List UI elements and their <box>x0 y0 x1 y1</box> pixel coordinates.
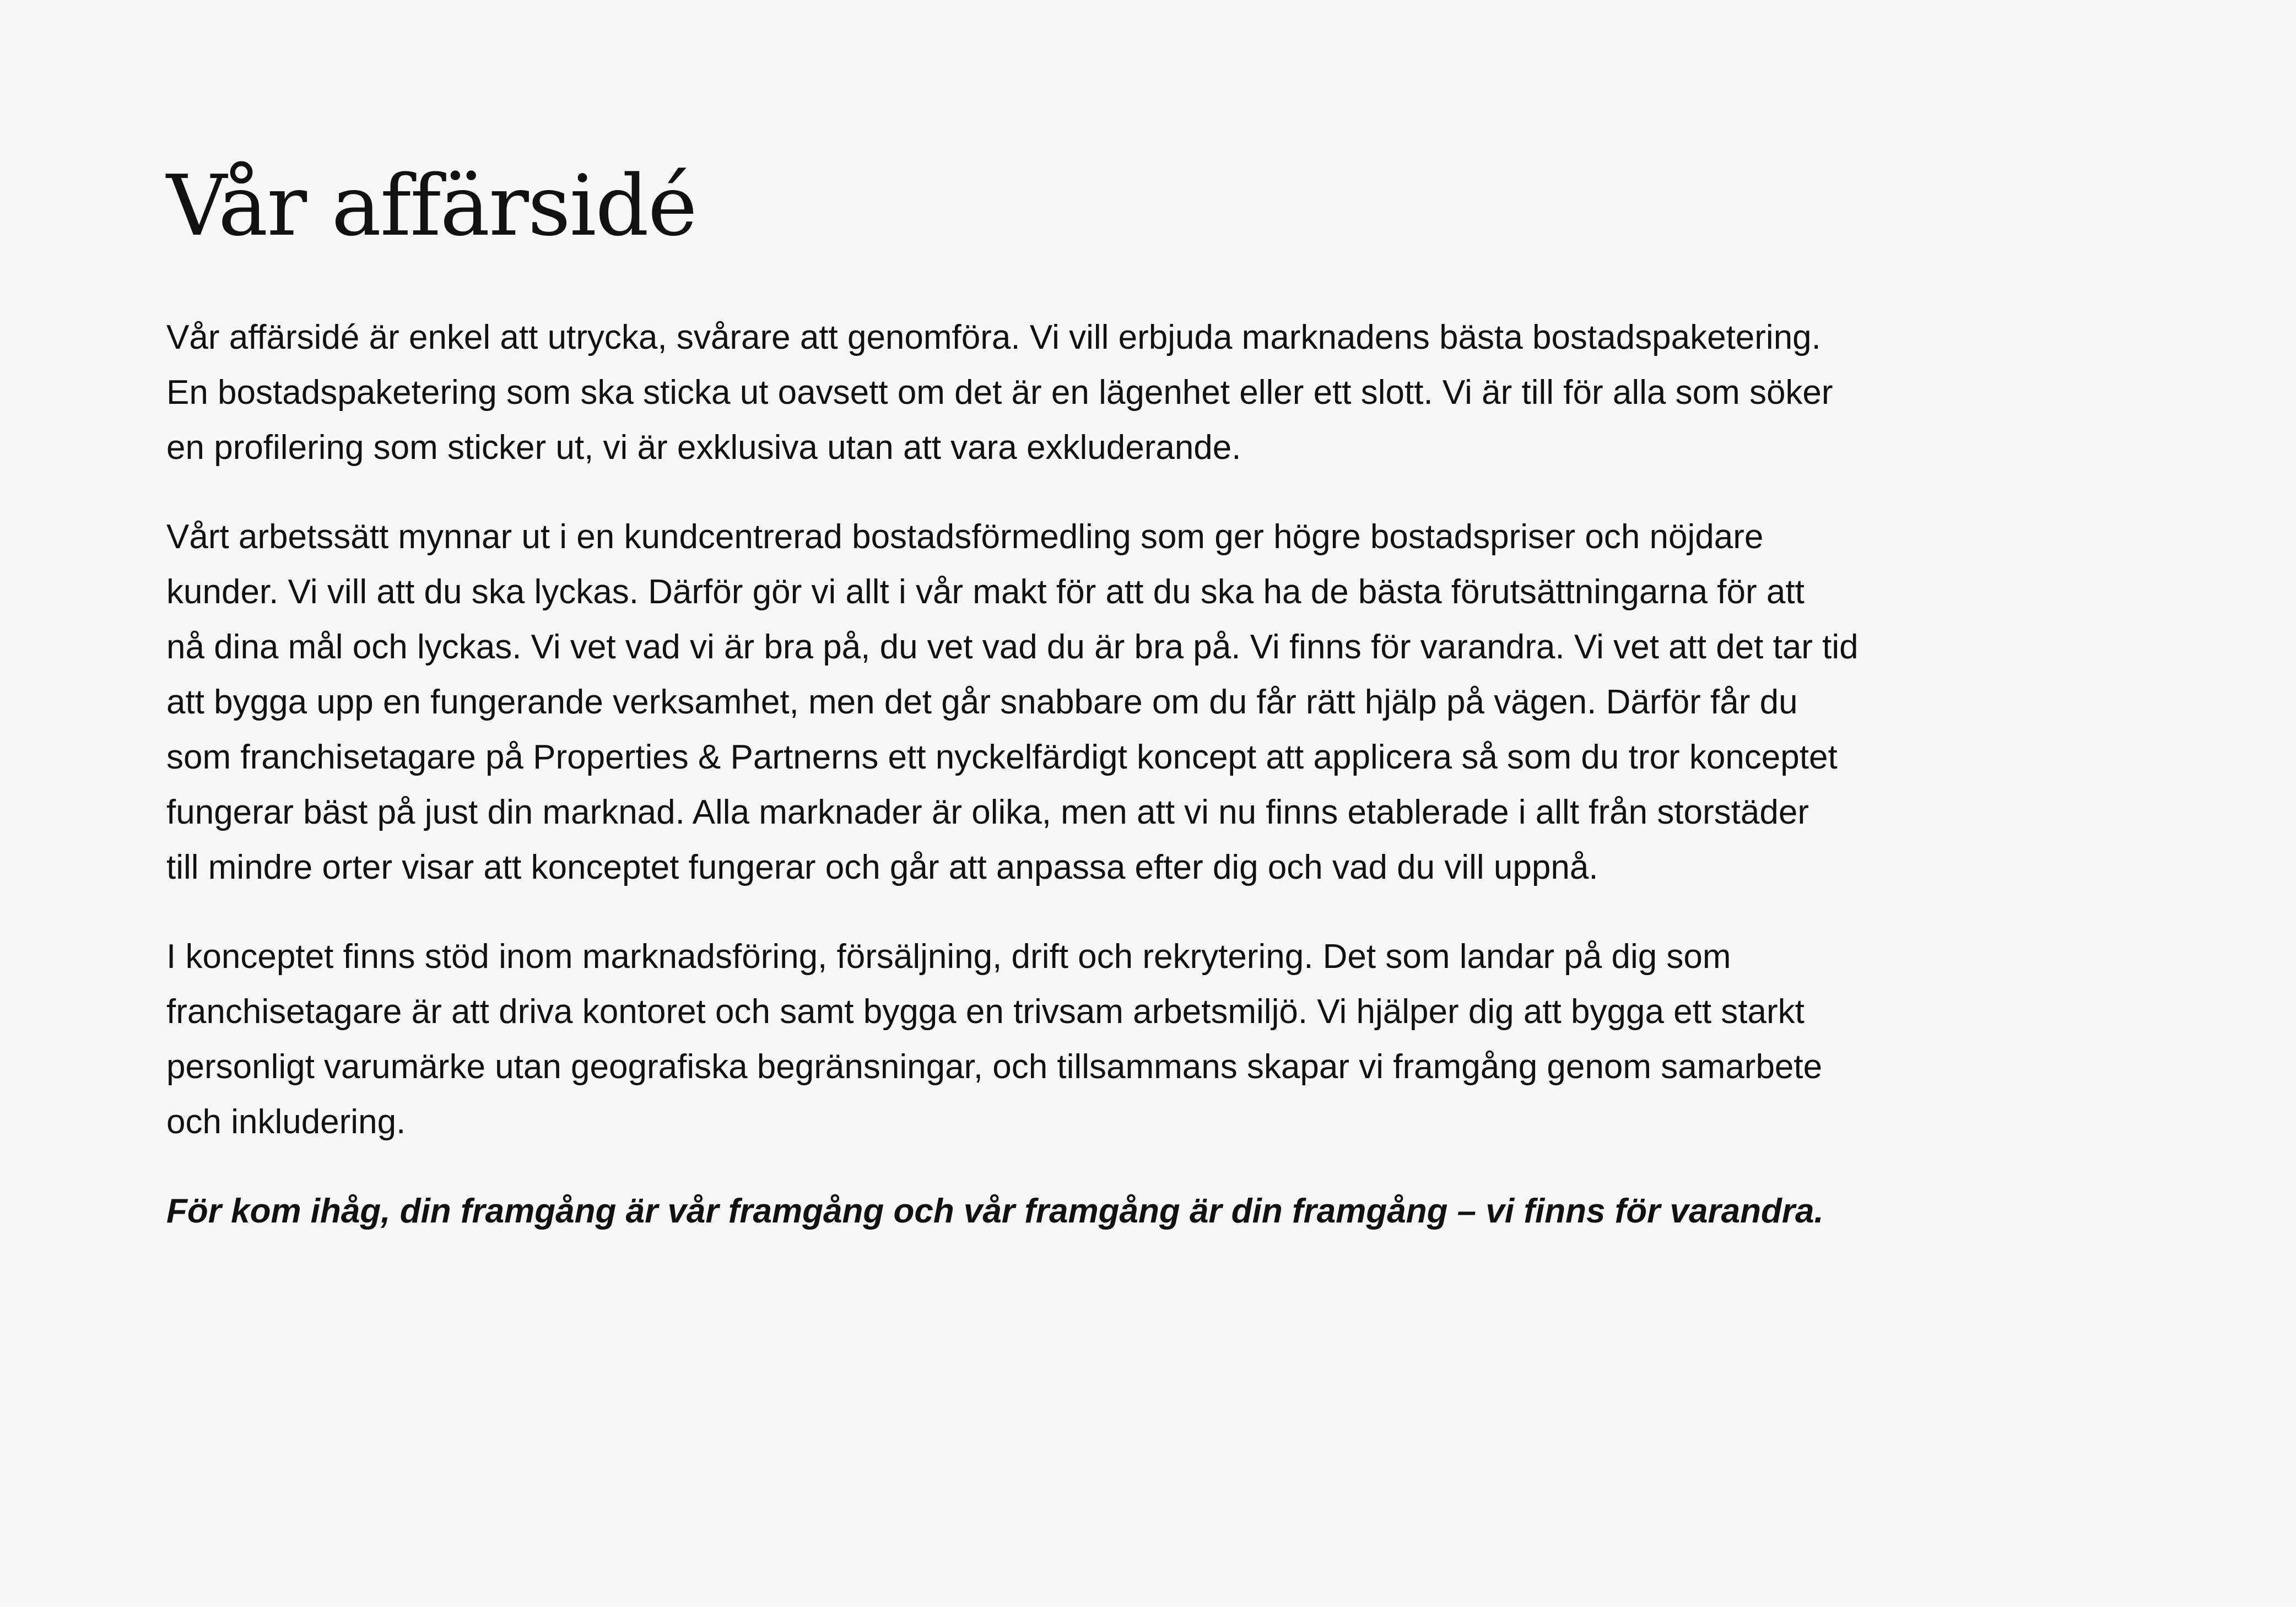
paragraph-line: franchisetagare är att driva kontoret och samt bygga en trivsam arbetsmiljö. Vi hjälper dig att bygga ett starkt <box>166 993 1805 1031</box>
paragraph-line: I konceptet finns stöd inom marknadsföring, försäljning, drift och rekrytering. Det som landar på dig som <box>166 938 1731 976</box>
article-content <box>166 157 2150 1239</box>
paragraph-line: en profilering som sticker ut, vi är exklusiva utan att vara exkluderande. <box>166 429 1241 467</box>
paragraph-line: som franchisetagare på Properties & Partnerns ett nyckelfärdigt koncept att applicera så som du tror konceptet <box>166 738 1838 777</box>
paragraph-line: att bygga upp en fungerande verksamhet, men det går snabbare om du får rätt hjälp på vägen. Därför får du <box>166 683 1798 722</box>
paragraph-line: och inkludering. <box>166 1103 406 1141</box>
paragraph-working-method <box>166 510 2150 895</box>
paragraph-line: till mindre orter visar att konceptet fungerar och går att anpassa efter dig och vad du vill uppnå. <box>166 848 1598 887</box>
paragraph-line: Vårt arbetssätt mynnar ut i en kundcentrerad bostadsförmedling som ger högre bostadspriser och nöjdare <box>166 518 1764 556</box>
page-title: Vår affärsidé <box>166 157 696 255</box>
paragraph-concept-support <box>166 929 2150 1150</box>
paragraph-line: nå dina mål och lyckas. Vi vet vad vi är bra på, du vet vad du är bra på. Vi finns för varandra. Vi vet att det tar tid <box>166 628 1859 667</box>
paragraph-line: fungerar bäst på just din marknad. Alla marknader är olika, men att vi nu finns etablerade i allt från storstäder <box>166 793 1809 832</box>
closing-quote: För kom ihåg, din framgång är vår framgång och vår framgång är din framgång – vi finns för varandra. <box>166 1192 1824 1231</box>
paragraph-line: personligt varumärke utan geografiska begränsningar, och tillsammans skapar vi framgång genom samarbete <box>166 1048 1823 1086</box>
paragraph-business-idea <box>166 310 2150 475</box>
paragraph-line: Vår affärsidé är enkel att utrycka, svårare att genomföra. Vi vill erbjuda marknadens bästa bostadspaketering. <box>166 318 1821 357</box>
paragraph-line: En bostadspaketering som ska sticka ut oavsett om det är en lägenhet eller ett slott. Vi är till för alla som söker <box>166 374 1833 412</box>
paragraph-line: kunder. Vi vill att du ska lyckas. Därför gör vi allt i vår makt för att du ska ha de bästa förutsättningarna för att <box>166 573 1805 612</box>
